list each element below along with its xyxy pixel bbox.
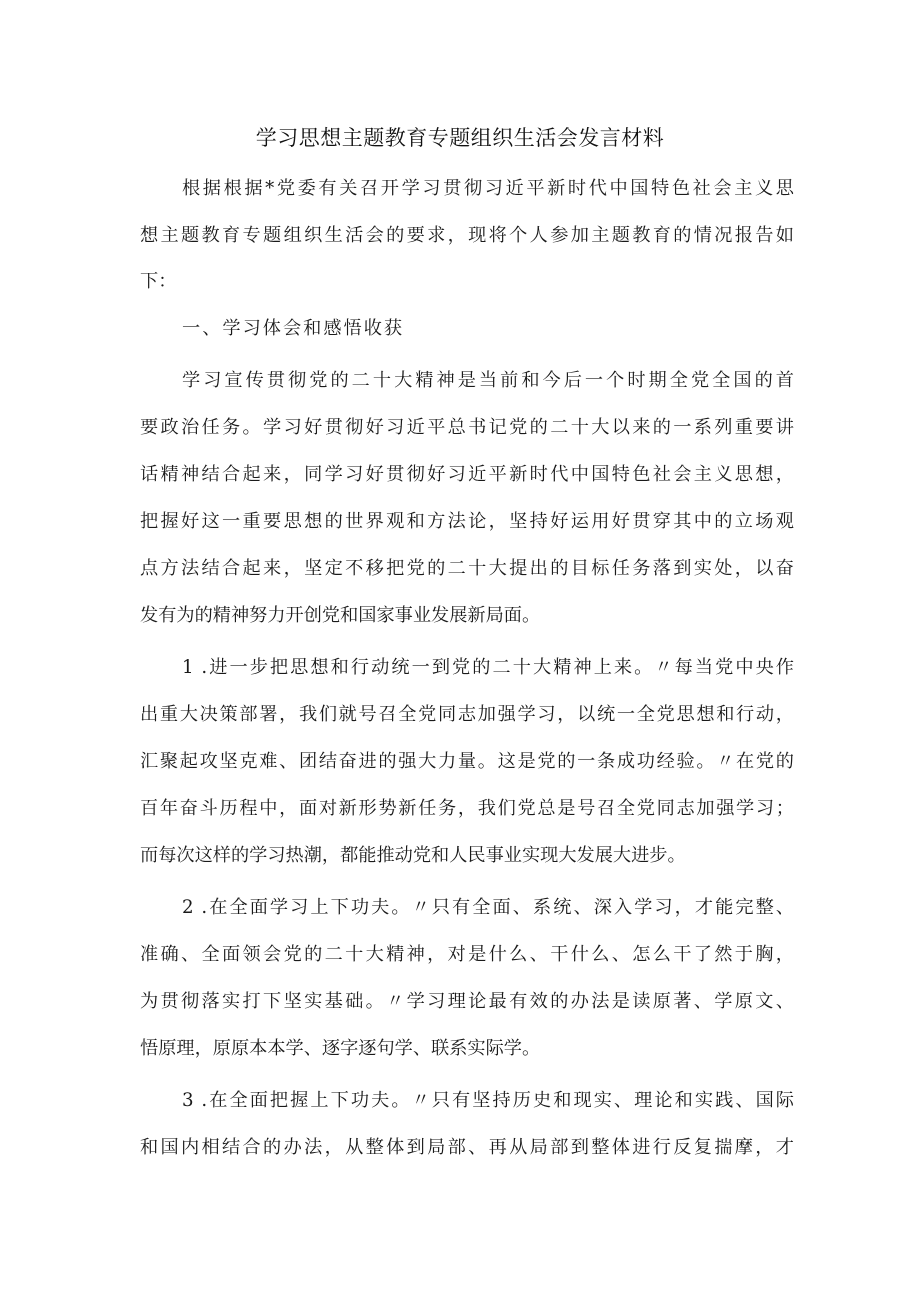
paragraph-line: 把握好这一重要思想的世界观和方法论，坚持好运用好贯穿其中的立场观	[140, 511, 794, 532]
item-line: 3 .在全面把握上下功夫。〃只有坚持历史和现实、理论和实践、国际	[182, 1090, 794, 1111]
item-line: 为贯彻落实打下坚实基础。〃学习理论最有效的办法是读原著、学原文、	[140, 991, 794, 1012]
intro-line: 想主题教育专题组织生活会的要求，现将个人参加主题教育的情况报告如	[140, 225, 794, 246]
item-line: 2 .在全面学习上下功夫。〃只有全面、系统、深入学习，才能完整、	[182, 897, 794, 918]
item-line: 而每次这样的学习热潮，都能推动党和人民事业实现大发展大进步。	[140, 845, 686, 866]
item-line: 出重大决策部署，我们就号召全党同志加强学习，以统一全党思想和行动，	[140, 704, 794, 725]
item-line: 百年奋斗历程中，面对新形势新任务，我们党总是号召全党同志加强学习；	[140, 798, 794, 819]
paragraph-line: 点方法结合起来，坚定不移把党的二十大提出的目标任务落到实处，以奋	[140, 558, 794, 579]
paragraph-line: 学习宣传贯彻党的二十大精神是当前和今后一个时期全党全国的首	[182, 370, 794, 391]
paragraph-line: 话精神结合起来，同学习好贯彻好习近平新时代中国特色社会主义思想，	[140, 464, 794, 485]
paragraph-line: 发有为的精神努力开创党和国家事业发展新局面。	[140, 605, 541, 626]
document-title: 学习思想主题教育专题组织生活会发言材料	[255, 126, 665, 150]
item-line: 汇聚起攻坚克难、团结奋进的强大力量。这是党的一条成功经验。〃在党的	[140, 751, 794, 772]
item-line: 1 .进一步把思想和行动统一到党的二十大精神上来。〃每当党中央作	[182, 657, 794, 678]
item-line: 悟原理，原原本本学、逐字逐句学、联系实际学。	[140, 1038, 541, 1059]
item-line: 准确、全面领会党的二十大精神，对是什么、干什么、怎么干了然于胸，	[140, 944, 794, 965]
item-line: 和国内相结合的办法，从整体到局部、再从局部到整体进行反复揣摩，才	[140, 1137, 794, 1158]
section-heading: 一、学习体会和感悟收获	[182, 318, 405, 339]
intro-line: 下：	[140, 271, 177, 292]
paragraph-line: 要政治任务。学习好贯彻好习近平总书记党的二十大以来的一系列重要讲	[140, 417, 794, 438]
intro-line: 根据根据*党委有关召开学习贯彻习近平新时代中国特色社会主义思	[182, 178, 794, 199]
